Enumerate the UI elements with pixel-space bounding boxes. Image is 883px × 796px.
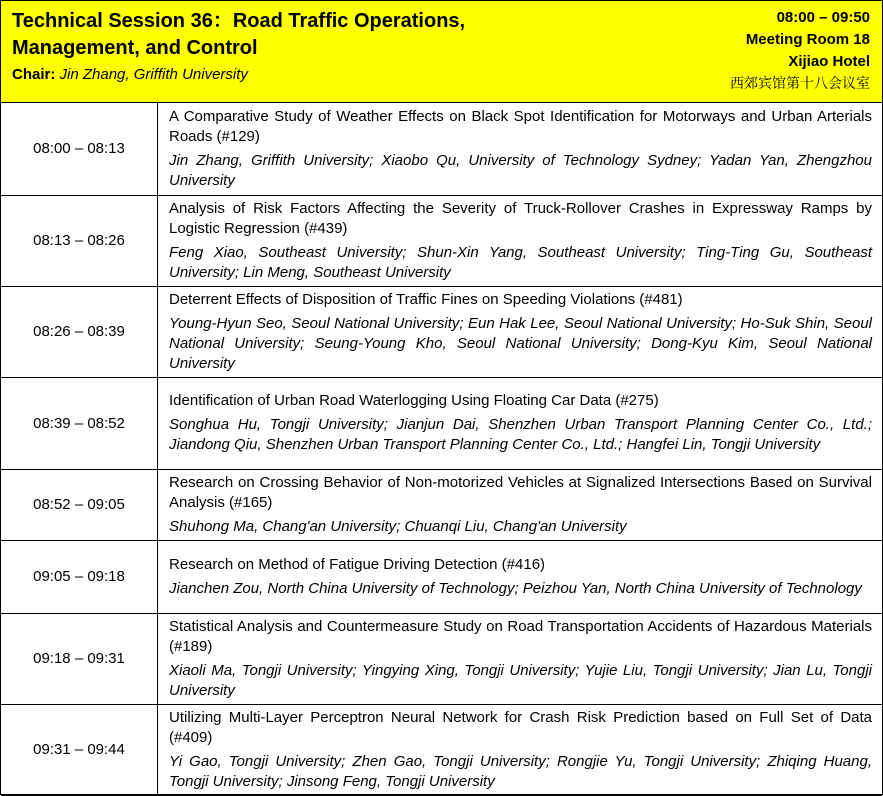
paper-authors: Shuhong Ma, Chang'an University; Chuanqi Liu, Chang'an University: [169, 517, 627, 535]
paper-title: Deterrent Effects of Disposition of Traffic Fines on Speeding Violations (#481): [169, 290, 683, 308]
paper-info: [158, 287, 882, 377]
paper-row: [1, 103, 882, 195]
paper-title: Analysis of Risk Factors Affecting the Severity of Truck-Rollover Crashes in Expressway Ramps by Logistic Regression (#439): [169, 199, 872, 237]
paper-time: 09:31 – 09:44: [1, 704, 158, 795]
paper-info: [158, 705, 882, 795]
paper-cell: [158, 377, 883, 469]
paper-authors: Jin Zhang, Griffith University; Xiaobo Qu, University of Technology Sydney; Yadan Yan, Zhengzhou University: [169, 151, 872, 189]
paper-authors: Feng Xiao, Southeast University; Shun-Xin Yang, Southeast University; Ting-Ting Gu, Southeast University; Lin Meng, Southeast University: [169, 243, 872, 281]
paper-time: 08:26 – 08:39: [1, 286, 158, 377]
paper-row: [1, 540, 882, 613]
paper-time: 08:52 – 09:05: [1, 469, 158, 540]
paper-title: A Comparative Study of Weather Effects on Black Spot Identification for Motorways and Urban Arterials Roads (#129): [169, 107, 872, 145]
paper-title: Identification of Urban Road Waterlogging Using Floating Car Data (#275): [169, 392, 659, 409]
paper-info: [158, 388, 882, 458]
paper-row: [1, 469, 882, 540]
paper-cell: [158, 704, 883, 795]
paper-time: 09:05 – 09:18: [1, 540, 158, 613]
session-time: 08:00 – 09:50: [776, 9, 870, 26]
paper-table: [1, 103, 882, 796]
paper-info: [158, 196, 882, 286]
venue-chinese: 西郊宾馆第十八会议室: [730, 76, 870, 92]
paper-cell: [158, 613, 883, 704]
chair-name: Jin Zhang, Griffith University: [59, 66, 248, 83]
session-chair: [12, 66, 248, 83]
paper-authors: Young-Hyun Seo, Seoul National University; Eun Hak Lee, Seoul National University; Ho-Suk Shin, Seoul National University; Seung-Young Kho, Seoul National University; Dong-Kyu Kim, Seoul National University: [169, 314, 872, 372]
session-meta: [730, 7, 870, 95]
paper-authors: Xiaoli Ma, Tongji University; Yingying Xing, Tongji University; Yujie Liu, Tongji University; Jian Lu, Tongji University: [169, 661, 872, 699]
paper-info: [158, 552, 882, 602]
chair-label: Chair:: [12, 66, 56, 83]
paper-info: [158, 470, 882, 540]
paper-cell: [158, 469, 883, 540]
paper-cell: [158, 540, 883, 613]
session-header: [1, 1, 882, 103]
paper-row: [1, 704, 882, 795]
paper-title: Utilizing Multi-Layer Perceptron Neural Network for Crash Risk Prediction based on Full Set of Data (#409): [169, 708, 872, 746]
paper-cell: [158, 103, 883, 195]
paper-row: [1, 377, 882, 469]
paper-title: Statistical Analysis and Countermeasure Study on Road Transportation Accidents of Hazardous Materials (#189): [169, 617, 872, 655]
paper-info: [158, 104, 882, 194]
paper-time: 08:39 – 08:52: [1, 377, 158, 469]
paper-time: 09:18 – 09:31: [1, 613, 158, 704]
session-title: Technical Session 36：Road Traffic Operations, Management, and Control: [12, 10, 466, 59]
paper-cell: [158, 286, 883, 377]
paper-cell: [158, 195, 883, 286]
meeting-room: Meeting Room 18: [745, 31, 870, 48]
paper-authors: Jianchen Zou, North China University of Technology; Peizhou Yan, North China University of Technology: [169, 579, 862, 597]
paper-time: 08:00 – 08:13: [1, 103, 158, 195]
paper-authors: Songhua Hu, Tongji University; Jianjun Dai, Shenzhen Urban Transport Planning Center Co., Ltd.; Jiandong Qiu, Shenzhen Urban Transport Planning Center Co., Ltd.; Hangfei Lin, Tongji University: [169, 416, 872, 453]
paper-authors: Yi Gao, Tongji University; Zhen Gao, Tongji University; Rongjie Yu, Tongji University; Zhiqing Huang, Tongji University; Jinsong Feng, Tongji University: [169, 752, 872, 790]
venue: Xijiao Hotel: [788, 53, 870, 70]
paper-title: Research on Crossing Behavior of Non-motorized Vehicles at Signalized Intersections Based on Survival Analysis (#165): [169, 473, 872, 511]
paper-row: [1, 195, 882, 286]
paper-row: [1, 286, 882, 377]
paper-info: [158, 614, 882, 704]
paper-time: 08:13 – 08:26: [1, 195, 158, 286]
paper-row: [1, 613, 882, 704]
paper-title: Research on Method of Fatigue Driving Detection (#416): [169, 555, 546, 573]
